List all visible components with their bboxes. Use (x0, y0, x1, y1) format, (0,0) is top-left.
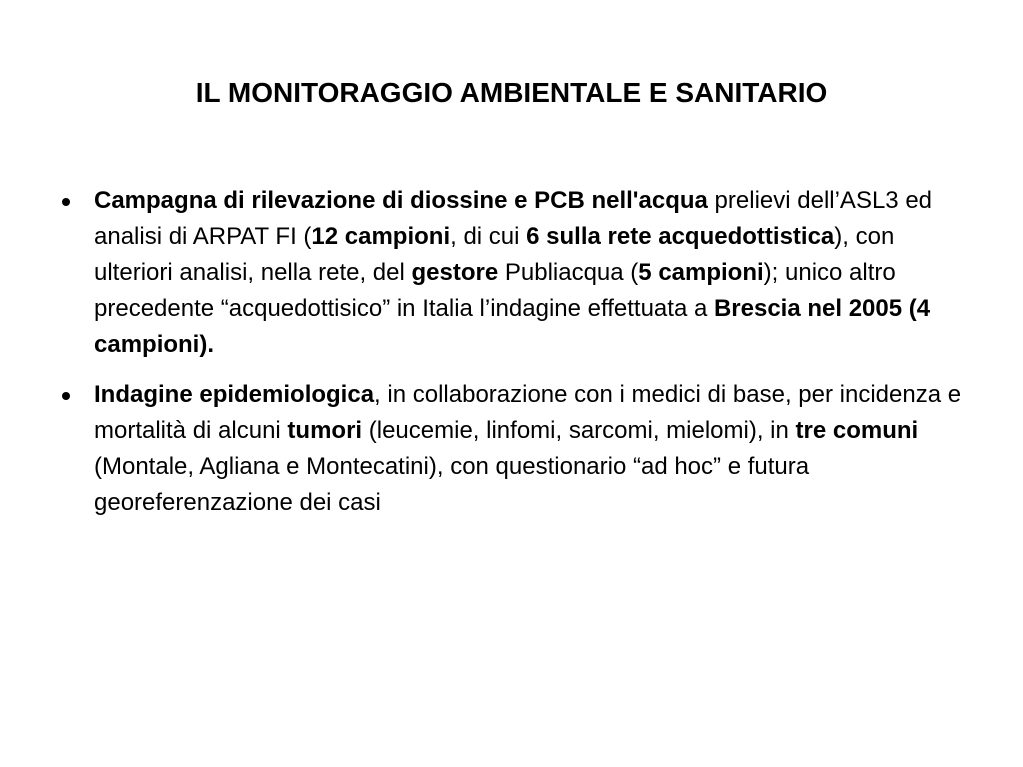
slide-title: IL MONITORAGGIO AMBIENTALE E SANITARIO (195, 77, 828, 108)
bullet-segment: Campagna di rilevazione di diossine e PCB nell'acqua (94, 187, 708, 214)
bullet-segment: 5 campioni (638, 259, 764, 286)
bullet-segment: (leucemie, linfomi, sarcomi, mielomi), in (362, 417, 796, 444)
bullet-segment: ), con ulteriori analisi, nella rete, del (94, 223, 895, 286)
bullet-segment: tumori (287, 417, 363, 444)
bullet-segment: 6 sulla rete acquedottistica (526, 223, 835, 250)
bullet-text-campagna (94, 187, 932, 358)
bullet-dot-icon (62, 198, 70, 206)
bullet-dot-icon (62, 392, 70, 400)
bullet-segment: ); unico altro precedente “acquedottisico” in Italia l’indagine effettuata a (94, 259, 896, 322)
bullet-segment: , in collaborazione con i medici di base, per incidenza e mortalità di alcuni (94, 381, 962, 444)
bullet-segment: Indagine epidemiologica (94, 381, 375, 408)
bullet-text-indagine (94, 381, 961, 516)
bullet-item-indagine (62, 377, 962, 521)
bullet-segment: tre comuni (795, 417, 919, 444)
bullet-segment: prelievi dell’ASL3 ed analisi di ARPAT FI ( (94, 187, 933, 250)
bullet-segment: gestore (411, 259, 499, 286)
bullet-segment: Brescia nel 2005 (4 campioni). (94, 295, 931, 358)
bullet-list (62, 183, 962, 521)
bullet-item-campagna (62, 183, 962, 363)
bullet-segment: (Montale, Agliana e Montecatini), con questionario “ad hoc” e futura georeferenzazione dei casi (94, 453, 810, 516)
bullet-segment: , di cui (450, 223, 527, 250)
bullet-segment: 12 campioni (311, 223, 451, 250)
bullet-segment: Publiacqua ( (498, 259, 639, 286)
